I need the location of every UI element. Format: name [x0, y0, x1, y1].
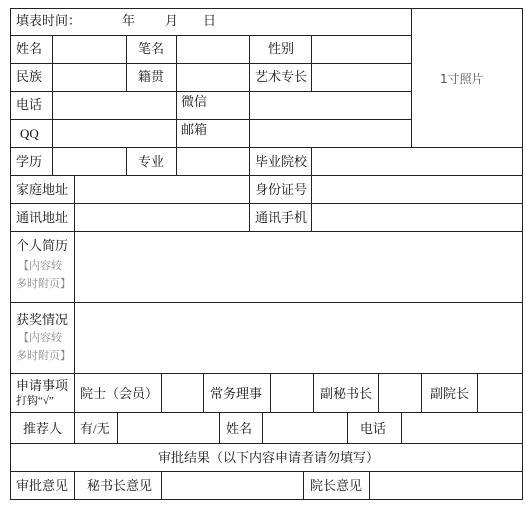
awards-label: 获奖情况 — [16, 312, 69, 327]
grid-line — [10, 8, 523, 9]
grid-line — [347, 412, 348, 444]
id-number-label: 身份证号 — [255, 182, 308, 197]
grid-line — [249, 175, 250, 232]
secretary-opinion-label: 秘书长意见 — [87, 478, 153, 493]
grid-line — [161, 471, 162, 500]
referrer-label: 推荐人 — [23, 421, 63, 436]
email-label: 邮箱 — [181, 122, 208, 137]
resume-label: 个人简历 — [16, 238, 69, 253]
referrer-phone-label: 电话 — [360, 421, 387, 436]
year-label: 年 — [122, 13, 136, 28]
grid-line — [10, 373, 523, 374]
grid-line — [10, 91, 411, 92]
yes-no-option: 有/无 — [80, 421, 110, 436]
grid-line — [10, 147, 523, 148]
grid-line — [10, 302, 523, 303]
approval-opinion-label: 审批意见 — [16, 478, 69, 493]
awards-note: 【内容较 — [18, 332, 62, 344]
president-opinion-label: 院长意见 — [310, 478, 363, 493]
grid-line — [176, 35, 177, 92]
grid-line — [10, 35, 411, 36]
grid-line — [117, 412, 118, 444]
grid-line — [311, 147, 312, 176]
month-label: 月 — [165, 13, 179, 28]
grid-line — [52, 91, 53, 148]
grid-line — [311, 175, 312, 232]
phone-label: 电话 — [16, 97, 43, 112]
grid-line — [10, 119, 411, 120]
grid-line — [270, 373, 271, 412]
mail-address-label: 通讯地址 — [16, 210, 69, 225]
mobile-label: 通讯手机 — [255, 210, 308, 225]
option-director: 常务理事 — [210, 386, 263, 401]
grid-line — [411, 8, 412, 148]
referrer-name-label: 姓名 — [226, 421, 253, 436]
resume-note: 【内容较 — [18, 260, 62, 272]
grid-line — [10, 231, 523, 232]
grid-line — [10, 203, 523, 204]
native-place-label: 籍贯 — [138, 69, 165, 84]
grid-line — [10, 471, 523, 472]
grid-line — [52, 35, 53, 92]
grid-line — [249, 35, 250, 92]
grid-line — [126, 147, 127, 176]
day-label: 日 — [203, 13, 217, 28]
grid-line — [203, 373, 204, 412]
ethnicity-label: 民族 — [16, 69, 43, 84]
grid-line — [52, 147, 53, 176]
grid-line — [249, 147, 250, 176]
grid-line — [161, 373, 162, 412]
name-label: 姓名 — [16, 41, 43, 56]
qq-label: QQ — [20, 126, 39, 141]
wechat-label: 微信 — [181, 94, 208, 109]
grid-line — [176, 147, 177, 176]
grid-line — [74, 175, 75, 374]
school-label: 毕业院校 — [255, 154, 308, 169]
gender-label: 性别 — [268, 41, 295, 56]
home-address-label: 家庭地址 — [16, 182, 69, 197]
grid-line — [249, 91, 250, 148]
grid-line — [10, 8, 11, 500]
grid-line — [262, 412, 263, 444]
apply-label: 申请事项 — [16, 378, 69, 393]
grid-line — [10, 63, 411, 64]
resume-note: 多时附页】 — [16, 278, 71, 290]
grid-line — [74, 373, 75, 444]
grid-line — [313, 373, 314, 412]
awards-note: 多时附页】 — [16, 350, 71, 362]
grid-line — [10, 412, 523, 413]
grid-line — [126, 35, 127, 92]
grid-line — [10, 175, 523, 176]
grid-line — [378, 373, 379, 412]
grid-line — [219, 412, 220, 444]
grid-line — [369, 471, 370, 500]
grid-line — [176, 91, 177, 148]
grid-line — [74, 471, 75, 500]
fill-time-label: 填表时间： — [16, 13, 82, 28]
grid-line — [10, 443, 523, 444]
pen-name-label: 笔名 — [138, 41, 165, 56]
grid-line — [522, 8, 523, 500]
grid-line — [421, 373, 422, 412]
grid-line — [477, 373, 478, 412]
grid-line — [401, 412, 402, 444]
art-specialty-label: 艺术专长 — [255, 69, 308, 84]
major-label: 专业 — [138, 154, 165, 169]
approval-title: 审批结果（以下内容申请者请勿填写） — [158, 450, 380, 465]
education-label: 学历 — [16, 154, 43, 169]
grid-line — [10, 499, 523, 500]
photo-placeholder[interactable]: 1寸照片 — [440, 72, 484, 86]
option-vice-president: 副院长 — [430, 386, 470, 401]
grid-line — [311, 35, 312, 92]
option-deputy-secretary: 副秘书长 — [320, 386, 373, 401]
apply-hint: 打钩“√” — [16, 395, 54, 407]
option-academician: 院士（会员） — [80, 386, 159, 401]
grid-line — [303, 471, 304, 500]
